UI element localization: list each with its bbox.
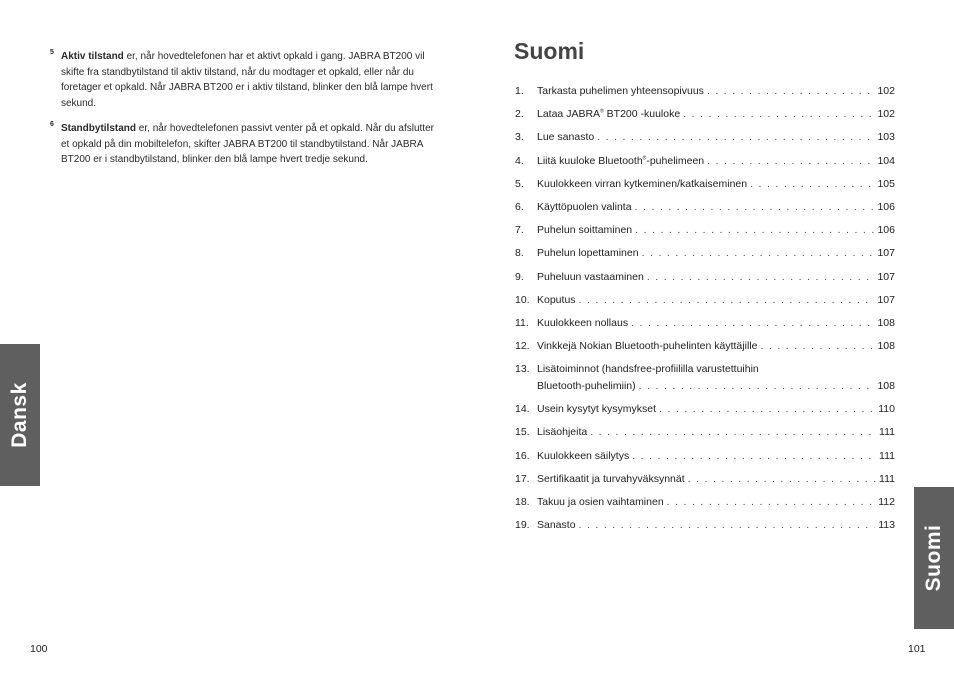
toc-leader (631, 316, 874, 331)
toc-page: 110 (878, 403, 895, 416)
toc-title: Käyttöpuolen valinta (537, 200, 632, 213)
toc-page: 108 (877, 316, 895, 329)
toc-number: 1. (515, 85, 524, 97)
toc-title: Kuulokkeen nollaus (537, 316, 629, 329)
toc-page: 108 (877, 340, 895, 353)
footnote-body: er, når hovedtelefonen har et aktivt opkald i gang. JABRA BT200 vil skifte fra standbytilstand til aktiv tilstand, når du modtager et opkald, eller når du foretager et opkald. Når JABRA BT200 er i aktiv tilstand, blinker den blå lampe hvert sekund. (61, 51, 433, 109)
toc-item[interactable] (515, 293, 895, 316)
toc-item[interactable] (515, 425, 895, 448)
toc-page: 105 (877, 177, 895, 190)
toc-leader (688, 472, 876, 487)
toc-number: 16. (515, 449, 530, 462)
toc-leader (642, 246, 875, 261)
toc-number: 14. (515, 403, 530, 416)
footnote-text (61, 49, 441, 111)
toc-title: Puhelun soittaminen (537, 224, 633, 237)
toc-leader (707, 154, 874, 169)
toc-item[interactable] (515, 270, 895, 293)
side-tab-label: Suomi (922, 524, 945, 592)
toc-item[interactable] (515, 246, 895, 269)
toc-item[interactable] (515, 177, 895, 200)
toc-page: 111 (879, 426, 895, 439)
toc-item[interactable] (515, 107, 895, 130)
toc-item[interactable] (515, 339, 895, 362)
toc-number: 12. (515, 340, 530, 353)
toc-number: 5. (515, 177, 524, 190)
toc-title: Lue sanasto (537, 131, 595, 144)
toc-page: 107 (877, 293, 895, 306)
toc-item[interactable] (515, 495, 895, 518)
toc-number: 11. (515, 316, 529, 329)
toc-number: 4. (515, 154, 524, 167)
toc-item[interactable] (515, 200, 895, 223)
toc-leader (659, 402, 875, 417)
toc-page: 106 (877, 224, 895, 237)
toc-leader (760, 339, 874, 354)
footnote-number: 6 (50, 121, 54, 128)
toc-page: 107 (877, 270, 895, 283)
toc-leader (647, 270, 875, 285)
toc-number: 9. (515, 270, 524, 283)
toc-number: 7. (515, 224, 524, 237)
toc-title: Kuulokkeen virran kytkeminen/katkaiseminen (537, 177, 748, 190)
footnote-number: 5 (50, 49, 54, 56)
toc-title: Puhelun lopettaminen (537, 247, 639, 260)
side-tab-label: Dansk (8, 382, 31, 448)
toc-page: 112 (878, 496, 895, 508)
toc-item[interactable] (515, 518, 895, 541)
toc-title: Tarkasta puhelimen yhteensopivuus (537, 85, 704, 97)
toc-page: 113 (878, 519, 895, 532)
toc-number: 6. (515, 200, 524, 213)
toc-title-line1: Lisätoiminnot (handsfree-profiililla varustettuihin (537, 363, 759, 376)
page-number-right: 101 (908, 643, 926, 655)
footnote-term: Standbytilstand (61, 123, 137, 134)
toc-leader (597, 130, 874, 145)
toc-number: 3. (515, 131, 524, 144)
toc-number: 10. (515, 293, 530, 306)
toc-item[interactable] (515, 362, 895, 402)
toc-page: 102 (877, 108, 895, 121)
toc-leader (667, 495, 876, 510)
toc-leader (635, 200, 875, 215)
toc-page: 107 (877, 247, 895, 260)
toc-leader (632, 449, 876, 464)
toc-title: Lisäohjeita (537, 426, 588, 439)
toc-leader (579, 293, 875, 308)
toc-title: Sanasto (537, 519, 576, 532)
toc-number: 8. (515, 247, 524, 260)
side-tab-dansk (0, 344, 40, 486)
table-of-contents (515, 84, 895, 541)
footnote-text (61, 121, 441, 168)
toc-leader (707, 84, 875, 99)
toc-title: Kuulokkeen säilytys (537, 449, 630, 462)
toc-item[interactable] (515, 130, 895, 153)
toc-title: Takuu ja osien vaihtaminen (537, 496, 664, 508)
toc-leader (683, 107, 874, 122)
page-number-left: 100 (30, 643, 48, 655)
toc-leader (635, 223, 874, 238)
toc-leader (639, 379, 875, 394)
toc-page: 103 (877, 131, 895, 144)
registered-mark: ® (642, 155, 647, 162)
page-title: Suomi (514, 38, 585, 64)
toc-item[interactable] (515, 472, 895, 495)
toc-number: 19. (515, 519, 530, 532)
toc-title: Liitä kuuloke Bluetooth®-puhelimeen (537, 154, 705, 167)
toc-page: 111 (879, 449, 895, 462)
toc-item[interactable] (515, 449, 895, 472)
footnote-term: Aktiv tilstand (61, 51, 124, 62)
toc-item[interactable] (515, 154, 895, 177)
toc-number: 15. (515, 426, 530, 439)
toc-title: Koputus (537, 293, 576, 306)
toc-item[interactable] (515, 84, 895, 107)
toc-number: 17. (515, 472, 530, 485)
registered-mark: ® (600, 108, 604, 115)
toc-title: Lataa JABRA® BT200 -kuuloke (537, 108, 681, 121)
toc-page: 108 (877, 380, 895, 393)
toc-page: 102 (877, 85, 895, 97)
toc-page: 111 (879, 472, 895, 485)
toc-number: 2. (515, 108, 524, 121)
side-tab-suomi (914, 487, 954, 629)
toc-page: 104 (877, 154, 895, 167)
footnote-body: er, når hovedtelefonen passivt venter på et opkald. Når du afslutter et opkald på din mobiltelefon, skifter JABRA BT200 til standbytilstand. Når JABRA BT200 er i standbytilstand, blinker den blå lampe hvert tredje sekund. (61, 123, 434, 165)
toc-item[interactable] (515, 223, 895, 246)
toc-page: 106 (877, 200, 895, 213)
toc-title: Vinkkejä Nokian Bluetooth-puhelinten käyttäjille (537, 340, 758, 353)
toc-item[interactable] (515, 402, 895, 425)
toc-title: Usein kysytyt kysymykset (537, 403, 657, 416)
toc-number: 18. (515, 496, 530, 508)
toc-number: 13. (515, 363, 530, 376)
toc-title: Bluetooth-puhelimiin) (537, 380, 636, 393)
toc-item[interactable] (515, 316, 895, 339)
toc-leader (750, 177, 874, 192)
toc-leader (590, 425, 876, 440)
toc-title: Sertifikaatit ja turvahyväksynnät (537, 472, 685, 485)
toc-title: Puheluun vastaaminen (537, 270, 644, 283)
toc-leader (579, 518, 876, 533)
